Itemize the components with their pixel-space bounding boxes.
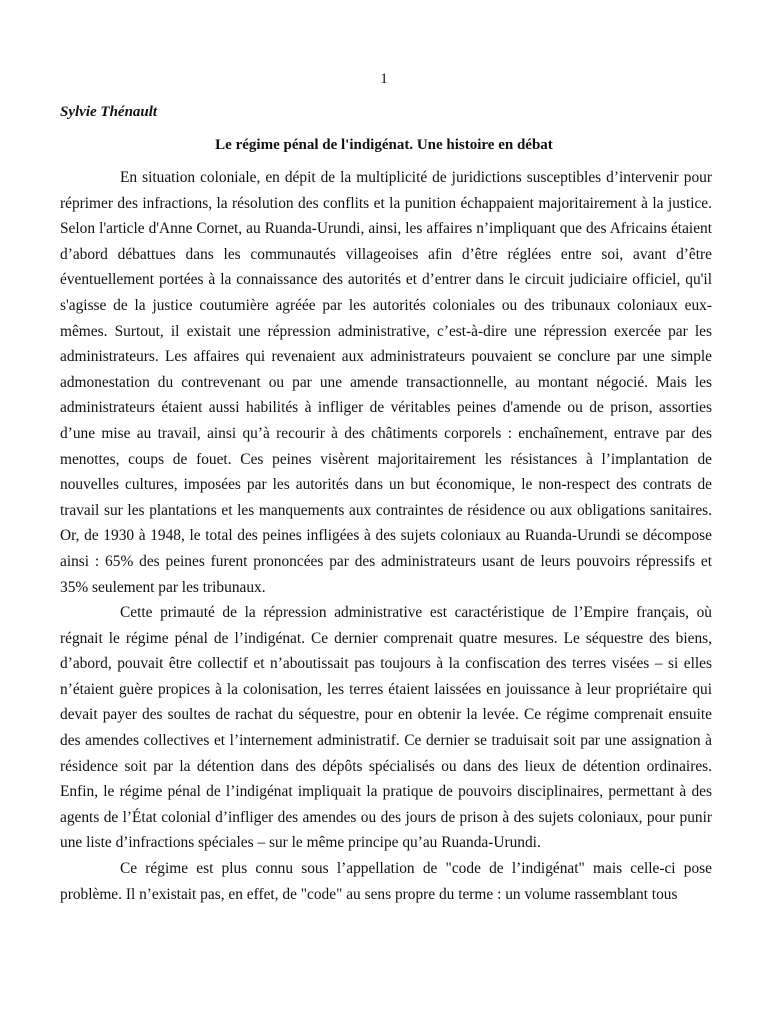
body-text — [60, 165, 712, 907]
page-number: 1 — [380, 71, 388, 87]
document-title: Le régime pénal de l'indigénat. Une histoire en débat — [215, 137, 553, 153]
paragraph: Cette primauté de la répression administrative est caractéristique de l’Empire français, où régnait le régime pénal de l’indigénat. Ce dernier comprenait quatre mesures. Le séquestre des biens, d’abord, pouvait être collectif et n’aboutissait pas toujours à la confiscation des terres visées – si elles n’étaient guère propices à la colonisation, les terres étaient laissées en jouissance à leur propriétaire qui devait payer des soultes de rachat du séquestre, pour en obtenir la levée. Ce régime comprenait ensuite des amendes collectives et l’internement administratif. Ce dernier se traduisait soit par une assignation à résidence soit par la détention dans des dépôts spécialisés ou dans des lieux de détention ordinaires. Enfin, le régime pénal de l’indigénat impliquait la pratique de pouvoirs disciplinaires, permettant à des agents de l’État colonial d’infliger des amendes ou des jours de prison à des sujets coloniaux, pour punir une liste d’infractions spéciales – sur le même principe qu’au Ruanda-Urundi. — [60, 604, 712, 852]
author-name: Sylvie Thénault — [60, 104, 158, 120]
paragraph: En situation coloniale, en dépit de la multiplicité de juridictions susceptibles d’intervenir pour réprimer des infractions, la résolution des conflits et la punition échappaient majoritairement à la justice. Selon l'article d'Anne Cornet, au Ruanda-Urundi, ainsi, les affaires n’impliquant que des Africains étaient d’abord débattues dans les communautés villageoises afin d’être réglées entre soi, avant d’être éventuellement portées à la connaissance des autorités et d’entrer dans le circuit judiciaire officiel, qu'il s'agisse de la justice coutumière agréée par les autorités coloniales ou des tribunaux coloniaux eux-mêmes. Surtout, il existait une répression administrative, c’est-à-dire une répression exercée par les administrateurs. Les affaires qui revenaient aux administrateurs pouvaient se conclure par une simple admonestation du contrevenant ou par une amende transactionnelle, au montant négocié. Mais les administrateurs étaient aussi habilités à infliger de véritables peines d'amende ou de prison, assorties d’une mise au travail, ainsi qu’à recourir à des châtiments corporels : enchaînement, entrave par des menottes, coups de fouet. Ces peines visèrent majoritairement les résistances à l’implantation de nouvelles cultures, imposées par les autorités dans un but économique, le non-respect des contrats de travail sur les plantations et les manquements aux contraintes de résidence ou aux obligations sanitaires. Or, de 1930 à 1948, le total des peines infligées à des sujets coloniaux au Ruanda-Urundi se décompose ainsi : 65% des peines furent prononcées par des administrateurs usant de leurs pouvoirs répressifs et 35% seulement par les tribunaux. — [60, 169, 712, 596]
paragraph: Ce régime est plus connu sous l’appellation de "code de l’indigénat" mais celle-ci pose problème. Il n’existait pas, en effet, de "code" au sens propre du terme : un volume rassemblant tous — [60, 860, 712, 903]
